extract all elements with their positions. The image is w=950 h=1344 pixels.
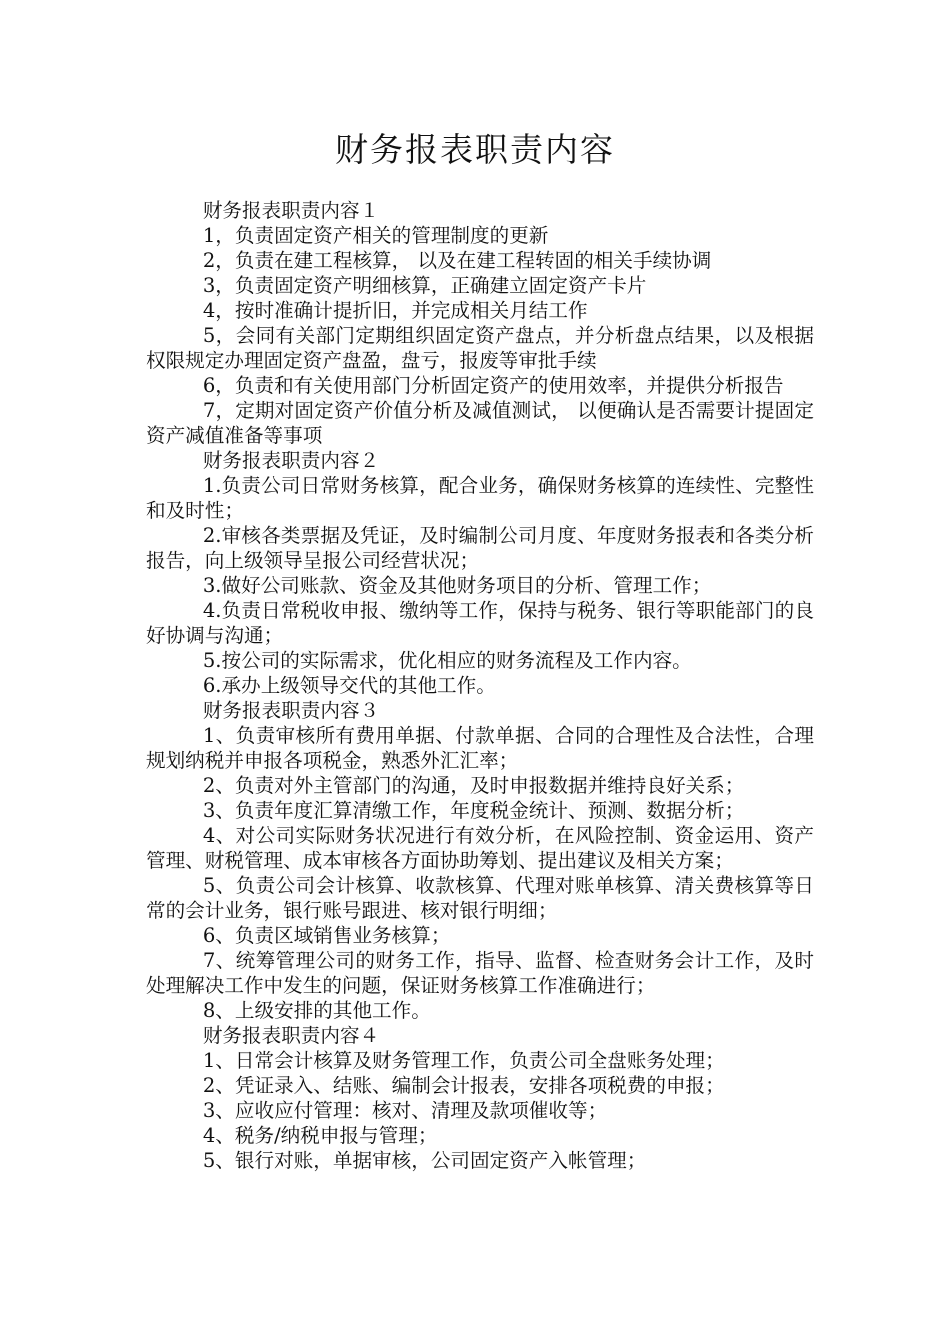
list-item: 7，定期对固定资产价值分析及减值测试， 以便确认是否需要计提固定资产减值准备等事项 xyxy=(146,399,814,447)
list-item: 2、负责对外主管部门的沟通，及时申报数据并维持良好关系； xyxy=(202,774,745,797)
list-item: 1，负责固定资产相关的管理制度的更新 xyxy=(202,224,549,247)
list-item: 2.审核各类票据及凭证，及时编制公司月度、年度财务报表和各类分析报告，向上级领导呈报公司经营状况； xyxy=(146,524,814,572)
list-item: 5.按公司的实际需求，优化相应的财务流程及工作内容。 xyxy=(202,649,692,672)
list-item: 3，负责固定资产明细核算，正确建立固定资产卡片 xyxy=(202,274,647,297)
list-item: 1、日常会计核算及财务管理工作，负责公司全盘账务处理； xyxy=(202,1049,725,1072)
section-heading: 财务报表职责内容１ xyxy=(202,199,380,222)
list-item: 5、负责公司会计核算、收款核算、代理对账单核算、清关费核算等日常的会计业务，银行账号跟进、核对银行明细； xyxy=(146,874,814,922)
list-item: 4.负责日常税收申报、缴纳等工作，保持与税务、银行等职能部门的良好协调与沟通； xyxy=(146,599,814,647)
list-item: 8、上级安排的其他工作。 xyxy=(202,999,431,1022)
list-item: 2，负责在建工程核算， 以及在建工程转固的相关手续协调 xyxy=(202,249,712,272)
list-item: 4，按时准确计提折旧，并完成相关月结工作 xyxy=(202,299,588,322)
list-item: 3、负责年度汇算清缴工作，年度税金统计、预测、数据分析； xyxy=(202,799,745,822)
list-item: 6，负责和有关使用部门分析固定资产的使用效率，并提供分析报告 xyxy=(202,374,784,397)
list-item: 2、凭证录入、结账、编制会计报表，安排各项税费的申报； xyxy=(202,1074,725,1097)
list-item: 4、税务/纳税申报与管理； xyxy=(202,1124,438,1147)
section-heading: 财务报表职责内容３ xyxy=(202,699,380,722)
section-heading: 财务报表职责内容４ xyxy=(202,1024,380,1047)
list-item: 6、负责区域销售业务核算； xyxy=(202,924,451,947)
document-body xyxy=(146,198,814,1173)
list-item: 3、应收应付管理：核对、清理及款项催收等； xyxy=(202,1099,608,1122)
list-item: 1.负责公司日常财务核算，配合业务，确保财务核算的连续性、完整性和及时性； xyxy=(146,474,814,522)
list-item: 3.做好公司账款、资金及其他财务项目的分析、管理工作； xyxy=(202,574,712,597)
list-item: 5，会同有关部门定期组织固定资产盘点，并分析盘点结果，以及根据权限规定办理固定资产盘盈，盘亏，报废等审批手续 xyxy=(146,324,814,372)
list-item: 7、统筹管理公司的财务工作，指导、监督、检查财务会计工作，及时处理解决工作中发生的问题，保证财务核算工作准确进行； xyxy=(146,949,814,997)
list-item: 4、对公司实际财务状况进行有效分析，在风险控制、资金运用、资产管理、财税管理、成本审核各方面协助筹划、提出建议及相关方案； xyxy=(146,824,814,872)
list-item: 1、负责审核所有费用单据、付款单据、合同的合理性及合法性，合理规划纳税并申报各项税金，熟悉外汇汇率； xyxy=(146,724,814,772)
section-heading: 财务报表职责内容２ xyxy=(202,449,380,472)
list-item: 5、银行对账，单据审核，公司固定资产入帐管理； xyxy=(202,1149,647,1172)
list-item: 6.承办上级领导交代的其他工作。 xyxy=(202,674,496,697)
document-title: 财务报表职责内容 xyxy=(335,130,615,169)
